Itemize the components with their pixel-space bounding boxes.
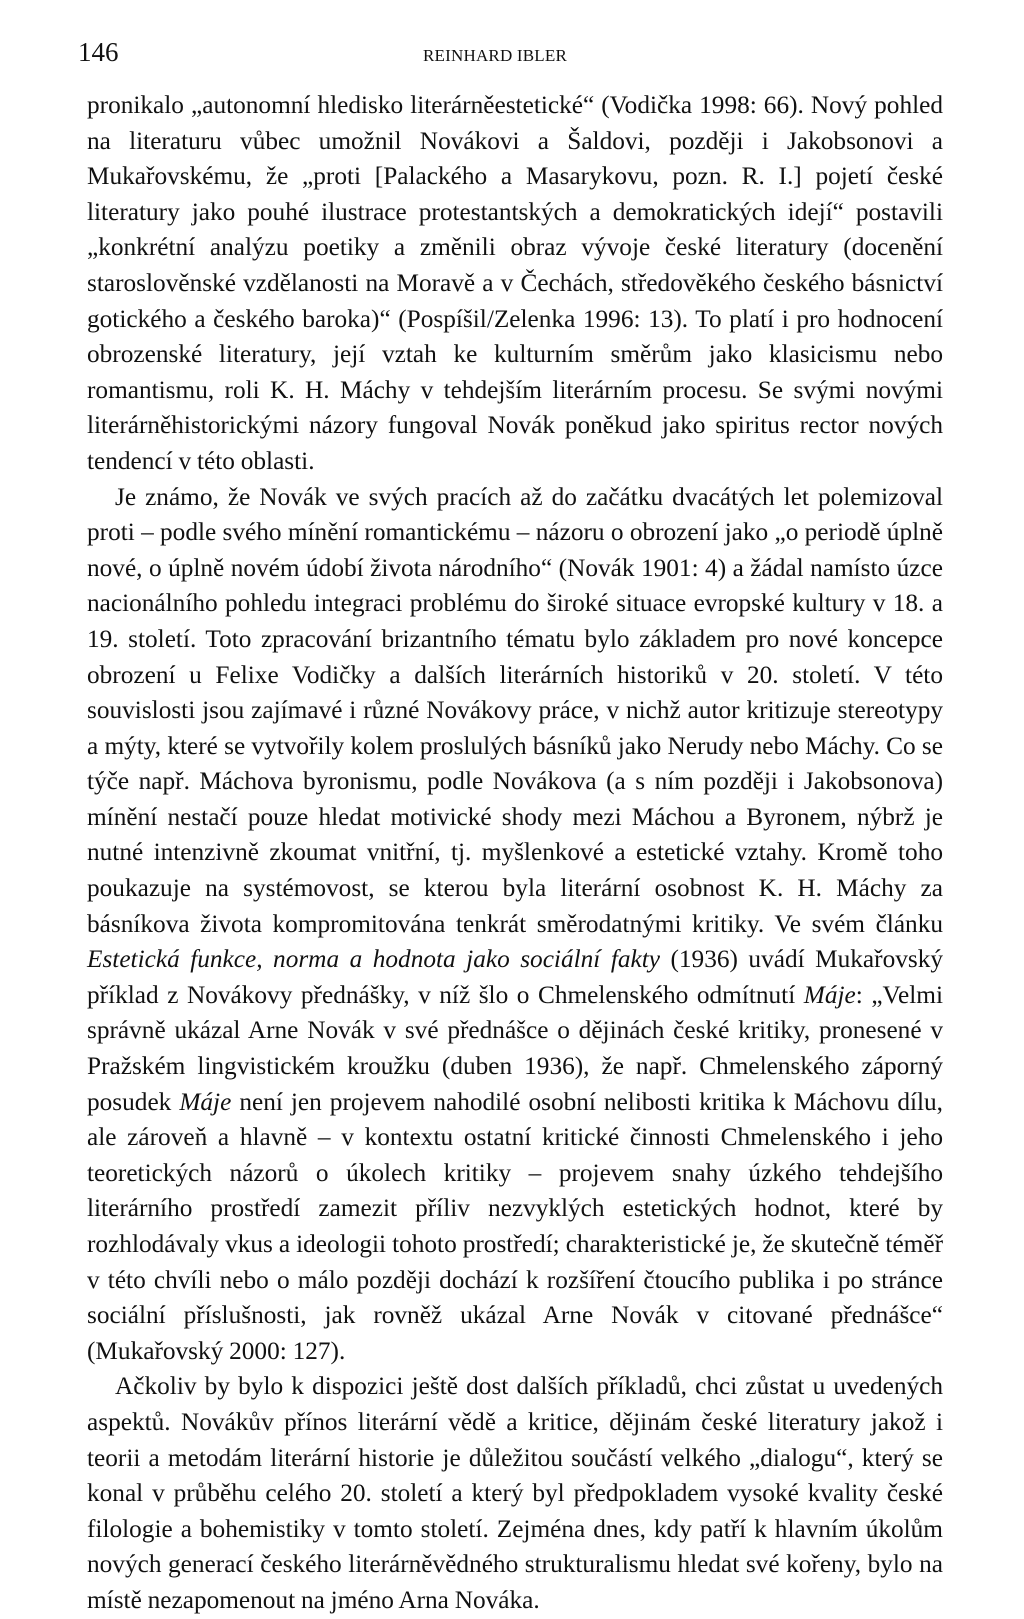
paragraph-1-text: pronikalo „autonomní hledisko literárněestetické“ (Vodička 1998: 66). Nový pohled na literaturu vůbec umožnil Novákovi a Šaldovi, později i Jakobsonovi a Mukařovskému, že „proti [Palackého a Masarykovu, pozn. R. I.] pojetí české literatury jako pouhé ilustrace protestantských a demokratických idejí“ postavili „konkrétní analýzu poetiky a změnili obraz vývoje české literatury (docenění staroslověnské vzdělanosti na Moravě a v Čechách, středověkého českého básnictví gotického a českého baroka)“ (Pospíšil/Zelenka 1996: 13). To platí i pro hodnocení obrozenské literatury, její vztah ke kulturním směrům jako klasicismu nebo romantismu, roli K. H. Máchy v tehdejším literárním procesu. Se svými novými literárněhistorickými názory fungoval Novák poněkud jako spiritus rector nových tendencí v této oblasti.	[87, 91, 943, 475]
page-number: 146	[78, 37, 119, 67]
paragraph-3-text: Ačkoliv by bylo k dispozici ještě dost dalších příkladů, chci zůstat u uvedených aspektů. Novákův přínos literární vědě a kritice, dějinám české literatury jakož i teorii a metodám literární historie je důležitou součástí velkého „dialogu“, který se konal v průběhu celého 20. století a který byl předpokladem vysoké kvality české filologie a bohemistiky v tomto století. Zejména dnes, kdy patří k hlavním úkolům nových generací českého literárněvědného strukturalismu hledat své kořeny, bylo na místě nezapomenout na jméno Arna Nováka.	[87, 1372, 943, 1614]
paragraph-2-text: (1936) uvádí Mukařovský příklad z Novákovy přednášky, v níž šlo o Chmelenského odmítnutí	[87, 945, 944, 1009]
paragraph-2-text: není jen projevem nahodilé osobní nelibosti kritika k Máchovu dílu, ale zároveň a hlavně – v kontextu ostatní kritické činnosti Chmelenského i jeho teoretických názorů o úkolech kritiky – projevem snahy úzkého tehdejšího literárního prostředí zamezit příliv nezvyklých estetických hodnot, které by rozhlodávaly vkus a ideologii tohoto prostředí; charakteristické je, že skutečně téměř v této chvíli nebo o málo později dochází k rozšíření čtoucího publika i po stránce sociální příslušnosti, jak rovněž ukázal Arne Novák v citované přednášce“ (Mukařovský 2000: 127).	[87, 1087, 943, 1365]
paragraph-3	[87, 1369, 943, 1618]
work-title-italic: Máje	[179, 1087, 232, 1116]
paragraph-2	[87, 480, 943, 1370]
paragraph-1	[87, 88, 943, 480]
body-text	[87, 88, 943, 1619]
page-header	[78, 36, 944, 68]
running-head: REINHARD IBLER	[423, 46, 567, 65]
article-title-italic: Estetická funkce, norma a hodnota jako sociální fakty	[87, 945, 660, 974]
paragraph-2-text: : „Velmi správně ukázal Arne Novák v své přednášce o dějinách české kritiky, pronesené v Pražském lingvistickém kroužku (duben 1936), že např. Chmelenského záporný posudek	[87, 980, 943, 1116]
paragraph-2-text: Je známo, že Novák ve svých pracích až do začátku dvacátých let polemizoval proti – podle svého mínění romantickému – názoru o obrození jako „o periodě úplně nové, o úplně novém údobí života národního“ (Novák 1901: 4) a žádal namísto úzce nacionálního pohledu integraci problému do široké situace evropské kultury v 18. a 19. století. Toto zpracování brizantního tématu bylo základem pro nové koncepce obrození u Felixe Vodičky a dalších literárních historiků v 20. století. V této souvislosti jsou zajímavé i různé Novákovy práce, v nichž autor kritizuje stereotypy a mýty, které se vytvořily kolem proslulých básníků jako Nerudy nebo Máchy. Co se týče např. Máchova byronismu, podle Novákova (a s ním později i Jakobsonova) mínění nestačí pouze hledat motivické shody mezi Máchou a Byronem, nýbrž je nutné intenzivně zkoumat vnitřní, tj. myšlenkové a estetické vztahy. Kromě toho poukazuje na systémovost, se kterou byla literární osobnost K. H. Máchy za básníkova života kompromitována tenkrát směrodatnými kritiky. Ve svém článku	[87, 482, 943, 938]
work-title-italic: Máje	[803, 980, 856, 1009]
